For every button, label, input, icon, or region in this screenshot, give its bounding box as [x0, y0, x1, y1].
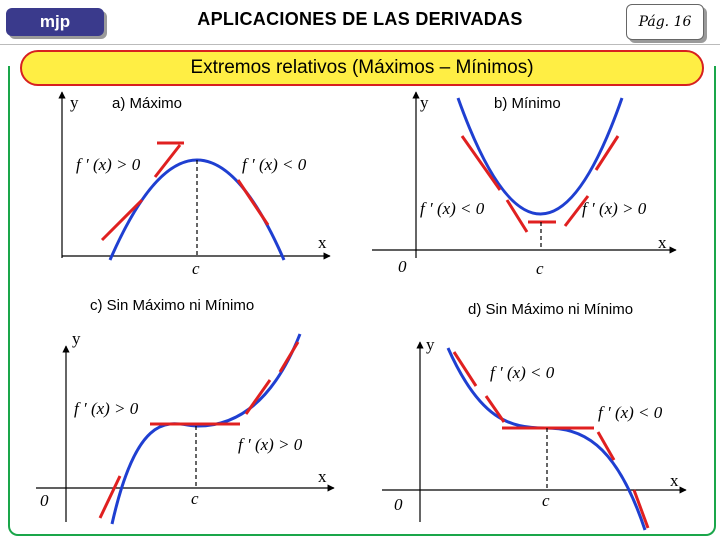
derivative-left: f ′ (x) < 0 [420, 199, 485, 218]
c-label: c [542, 491, 550, 510]
panel-minimum [372, 92, 676, 278]
origin-label: 0 [40, 491, 49, 510]
author-badge: mjp [6, 8, 104, 36]
derivative-right: f ′ (x) < 0 [242, 155, 307, 174]
x-label: x [318, 233, 327, 252]
derivative-right: f ′ (x) > 0 [238, 435, 303, 454]
function-curve [458, 98, 622, 214]
y-label: y [426, 335, 435, 354]
tangent-left [100, 476, 120, 518]
derivative-left: f ′ (x) > 0 [74, 399, 139, 418]
c-label: c [192, 259, 200, 278]
y-label: y [70, 93, 79, 112]
origin-label: 0 [394, 495, 403, 514]
derivative-left: f ′ (x) > 0 [76, 155, 141, 174]
section-banner: Extremos relativos (Máximos – Mínimos) [20, 50, 704, 86]
y-label: y [72, 329, 81, 348]
function-curve [112, 334, 300, 524]
panel-decreasing-inflection [382, 301, 686, 530]
c-label: c [536, 259, 544, 278]
panel-title: b) Mínimo [494, 95, 561, 112]
panel-increasing-inflection [36, 297, 334, 524]
x-label: x [670, 471, 679, 490]
derivative-right: f ′ (x) > 0 [582, 199, 647, 218]
panel-title: a) Máximo [112, 95, 183, 112]
derivative-right: f ′ (x) < 0 [598, 403, 663, 422]
origin-label: 0 [398, 257, 407, 276]
tangent-left [462, 136, 500, 190]
y-label: y [420, 93, 429, 112]
x-label: x [318, 467, 327, 486]
panel-title: d) Sin Máximo ni Mínimo [468, 301, 634, 318]
panel-title: c) Sin Máximo ni Mínimo [90, 297, 255, 314]
page-number: Pág. 16 [626, 4, 704, 40]
c-label: c [191, 489, 199, 508]
tangent-right [246, 380, 270, 414]
page-title: APLICACIONES DE LAS DERIVADAS [197, 9, 523, 29]
derivative-left: f ′ (x) < 0 [490, 363, 555, 382]
x-label: x [658, 233, 667, 252]
tangent-right [238, 180, 268, 225]
tangent-right-upper [280, 342, 298, 372]
panel-maximum [62, 92, 330, 278]
